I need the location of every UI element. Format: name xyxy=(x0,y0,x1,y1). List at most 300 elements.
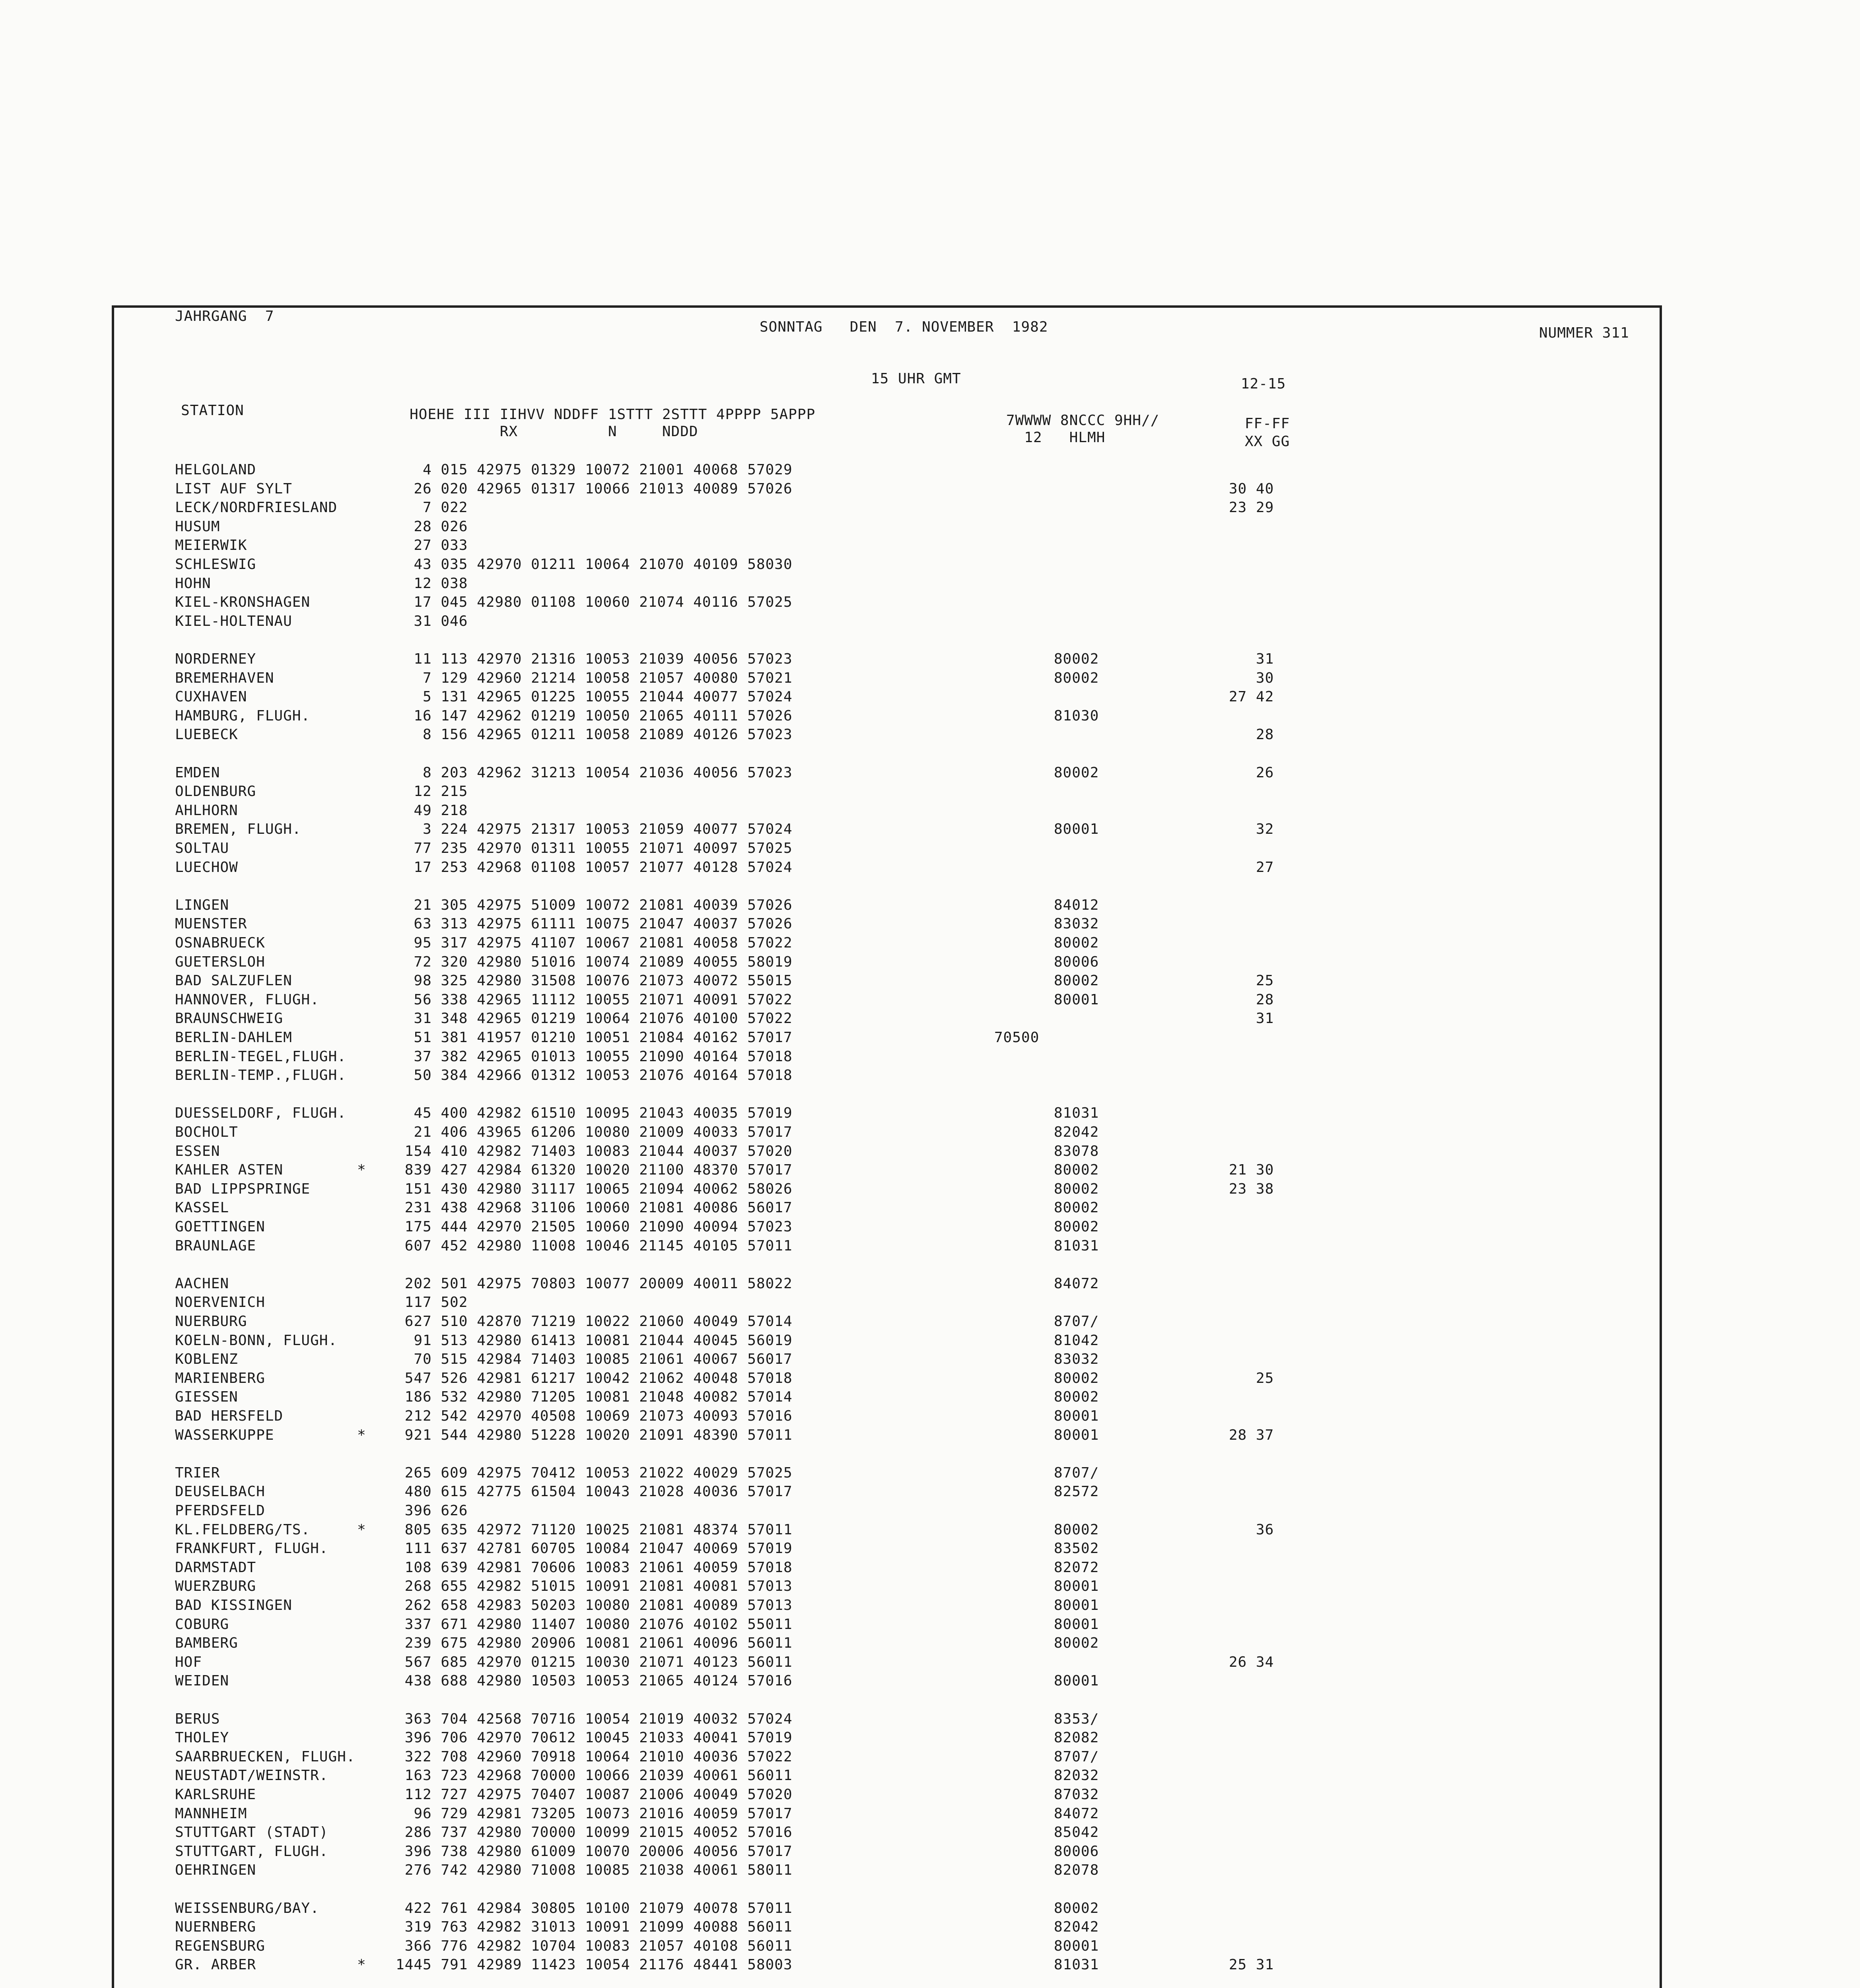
column-header-station: STATION xyxy=(181,402,244,419)
group-8: 80001 xyxy=(1054,1616,1099,1633)
observation-codes: 111 637 42781 60705 10084 21047 40069 57019 xyxy=(396,1540,793,1557)
observation-codes: 154 410 42982 71403 10083 21044 40037 57020 xyxy=(396,1143,793,1159)
group-8: 80001 xyxy=(1054,1938,1099,1954)
group-8: 80001 xyxy=(1054,991,1099,1008)
observation-codes: 21 305 42975 51009 10072 21081 40039 57026 xyxy=(396,897,793,913)
group-8: 80001 xyxy=(1054,821,1099,838)
table-row xyxy=(0,536,1860,555)
observation-codes: 56 338 42965 11112 10055 21071 40091 57022 xyxy=(396,991,793,1008)
station-name: GOETTINGEN xyxy=(175,1219,265,1235)
observation-codes: 17 045 42980 01108 10060 21074 40116 57025 xyxy=(396,594,793,611)
observation-codes: 480 615 42775 61504 10043 21028 40036 57017 xyxy=(396,1483,793,1500)
observation-codes: 151 430 42980 31117 10065 21094 40062 58026 xyxy=(396,1180,793,1197)
observation-codes: 4 015 42975 01329 10072 21001 40068 57029 xyxy=(396,462,793,478)
table-row xyxy=(0,782,1860,801)
station-name: HANNOVER, FLUGH. xyxy=(175,991,319,1008)
table-row xyxy=(0,1237,1860,1256)
table-row xyxy=(0,555,1860,574)
station-name: NUERBURG xyxy=(175,1313,247,1330)
nummer-label: NUMMER 311 xyxy=(1539,325,1629,341)
observation-codes: 117 502 xyxy=(396,1294,468,1311)
station-name: HOF xyxy=(175,1654,202,1670)
station-name: FRANKFURT, FLUGH. xyxy=(175,1540,328,1557)
table-row xyxy=(0,1539,1860,1558)
station-name: NORDERNEY xyxy=(175,651,257,667)
wind-gust: 28 37 xyxy=(1229,1427,1274,1443)
observation-codes: 268 655 42982 51015 10091 21081 40081 57013 xyxy=(396,1578,793,1595)
station-name: KOBLENZ xyxy=(175,1351,238,1368)
observation-codes: 95 317 42975 41107 10067 21081 40058 57022 xyxy=(396,935,793,951)
table-row xyxy=(0,914,1860,934)
station-name: GR. ARBER xyxy=(175,1957,257,1973)
station-name: BAMBERG xyxy=(175,1635,238,1652)
wind-gust: 25 xyxy=(1229,973,1274,989)
observation-codes: 11 113 42970 21316 10053 21039 40056 57023 xyxy=(396,651,793,667)
observation-codes: 438 688 42980 10503 10053 21065 40124 57016 xyxy=(396,1673,793,1689)
station-name: REGENSBURG xyxy=(175,1938,265,1954)
table-row xyxy=(0,1142,1860,1161)
observation-codes: 212 542 42970 40508 10069 21073 40093 57016 xyxy=(396,1408,793,1424)
table-row xyxy=(0,1464,1860,1483)
station-name: BERUS xyxy=(175,1710,220,1727)
table-row-spacer xyxy=(0,1255,1860,1274)
group-8: 80002 xyxy=(1054,1635,1099,1652)
observation-codes: 363 704 42568 70716 10054 21019 40032 57024 xyxy=(396,1710,793,1727)
observation-codes: 108 639 42981 70606 10083 21061 40059 57018 xyxy=(396,1559,793,1576)
group-8: 80001 xyxy=(1054,1597,1099,1613)
group-8: 80002 xyxy=(1054,1389,1099,1406)
observation-codes: 7 022 xyxy=(396,499,468,516)
observation-codes: 547 526 42981 61217 10042 21062 40048 57018 xyxy=(396,1370,793,1386)
table-row xyxy=(0,1161,1860,1180)
table-row xyxy=(0,1558,1860,1577)
table-row xyxy=(0,1766,1860,1785)
group-8: 81030 xyxy=(1054,707,1099,724)
station-name: DUESSELDORF, FLUGH. xyxy=(175,1105,346,1122)
table-row xyxy=(0,1331,1860,1350)
observation-codes: 112 727 42975 70407 10087 21006 40049 57020 xyxy=(396,1786,793,1803)
group-8: 83032 xyxy=(1054,1351,1099,1368)
wind-gust: 27 xyxy=(1229,859,1274,876)
group-7: 70500 xyxy=(994,1029,1040,1046)
table-row xyxy=(0,1123,1860,1142)
group-8: 80002 xyxy=(1054,935,1099,951)
table-row xyxy=(0,1728,1860,1747)
table-row xyxy=(0,1388,1860,1407)
observation-codes: 37 382 42965 01013 10055 21090 40164 57018 xyxy=(396,1048,793,1065)
table-row xyxy=(0,1407,1860,1426)
station-name: KIEL-KRONSHAGEN xyxy=(175,594,311,611)
observation-codes: 262 658 42983 50203 10080 21081 40089 57013 xyxy=(396,1597,793,1613)
wind-gust: 27 42 xyxy=(1229,689,1274,705)
station-name: KASSEL xyxy=(175,1200,229,1216)
station-name: WEIDEN xyxy=(175,1673,229,1689)
group-8: 82572 xyxy=(1054,1483,1099,1500)
observation-codes: 1445 791 42989 11423 10054 21176 48441 58003 xyxy=(396,1957,793,1973)
table-row xyxy=(0,1217,1860,1237)
table-row xyxy=(0,1861,1860,1880)
table-row-spacer xyxy=(0,631,1860,650)
observation-codes: 396 738 42980 61009 10070 20006 40056 57017 xyxy=(396,1843,793,1860)
observation-codes: 805 635 42972 71120 10025 21081 48374 57011 xyxy=(396,1521,793,1538)
observation-codes: 8 156 42965 01211 10058 21089 40126 57023 xyxy=(396,726,793,743)
table-row xyxy=(0,820,1860,839)
group-8: 80002 xyxy=(1054,1180,1099,1197)
group-8: 82082 xyxy=(1054,1730,1099,1746)
station-name: KOELN-BONN, FLUGH. xyxy=(175,1332,338,1349)
station-name: BERLIN-DAHLEM xyxy=(175,1029,292,1046)
group-8: 80002 xyxy=(1054,1900,1099,1916)
group-8: 80002 xyxy=(1054,764,1099,781)
group-8: 80002 xyxy=(1054,973,1099,989)
wind-gust: 28 xyxy=(1229,726,1274,743)
table-row xyxy=(0,839,1860,858)
observation-codes: 186 532 42980 71205 10081 21048 40082 57014 xyxy=(396,1389,793,1406)
observation-codes: 163 723 42968 70000 10066 21039 40061 56011 xyxy=(396,1767,793,1784)
table-row xyxy=(0,1009,1860,1028)
observation-codes: 265 609 42975 70412 10053 21022 40029 57025 xyxy=(396,1464,793,1481)
observation-codes: 239 675 42980 20906 10081 21061 40096 56011 xyxy=(396,1635,793,1652)
table-row xyxy=(0,1653,1860,1672)
column-header-codes-sub: RX N NDDD xyxy=(410,423,698,440)
table-row xyxy=(0,1104,1860,1123)
station-name: BREMERHAVEN xyxy=(175,670,274,686)
table-row xyxy=(0,725,1860,744)
observation-codes: 3 224 42975 21317 10053 21059 40077 57024 xyxy=(396,821,793,838)
table-row xyxy=(0,1823,1860,1842)
observation-codes: 50 384 42966 01312 10053 21076 40164 57018 xyxy=(396,1067,793,1084)
column-header-ff: FF-FF xyxy=(1245,415,1290,432)
table-row xyxy=(0,1047,1860,1066)
station-name: HOHN xyxy=(175,575,211,592)
observation-codes: 8 203 42962 31213 10054 21036 40056 57023 xyxy=(396,764,793,781)
table-row-spacer xyxy=(0,877,1860,896)
observation-codes: 231 438 42968 31106 10060 21081 40086 56017 xyxy=(396,1200,793,1216)
station-name: DARMSTADT xyxy=(175,1559,257,1576)
wind-gust: 30 xyxy=(1229,670,1274,686)
station-name: MARIENBERG xyxy=(175,1370,265,1386)
table-row xyxy=(0,1350,1860,1369)
station-name: MUENSTER xyxy=(175,916,247,932)
group-8: 8707/ xyxy=(1054,1313,1099,1330)
station-name: NOERVENICH xyxy=(175,1294,265,1311)
table-row-spacer xyxy=(0,1444,1860,1464)
station-name: HELGOLAND xyxy=(175,462,257,478)
observation-codes: 27 033 xyxy=(396,537,468,554)
station-name: EMDEN xyxy=(175,764,220,781)
station-name: SCHLESWIG xyxy=(175,556,257,573)
group-8: 82072 xyxy=(1054,1559,1099,1576)
observation-codes: 396 706 42970 70612 10045 21033 40041 57019 xyxy=(396,1730,793,1746)
observation-codes: 319 763 42982 31013 10091 21099 40088 56011 xyxy=(396,1919,793,1936)
station-name: LECK/NORDFRIESLAND xyxy=(175,499,338,516)
station-name: NUERNBERG xyxy=(175,1919,257,1936)
table-row-spacer xyxy=(0,1880,1860,1899)
group-8: 81031 xyxy=(1054,1237,1099,1254)
station-name: OLDENBURG xyxy=(175,783,257,800)
group-8: 82078 xyxy=(1054,1862,1099,1879)
station-name: BREMEN, FLUGH. xyxy=(175,821,301,838)
station-name: THOLEY xyxy=(175,1730,229,1746)
station-name: BAD SALZUFLEN xyxy=(175,973,292,989)
station-name: BAD LIPPSPRINGE xyxy=(175,1180,311,1197)
column-header-groups-sub: 12 HLMH xyxy=(1006,429,1106,446)
station-name: LIST AUF SYLT xyxy=(175,480,292,497)
wind-gust: 25 31 xyxy=(1229,1957,1274,1973)
station-name: CUXHAVEN xyxy=(175,689,247,705)
observation-codes: 28 026 xyxy=(396,518,468,535)
observation-codes: 202 501 42975 70803 10077 20009 40011 58022 xyxy=(396,1275,793,1292)
observation-codes: 175 444 42970 21505 10060 21090 40094 57023 xyxy=(396,1219,793,1235)
station-name: HAMBURG, FLUGH. xyxy=(175,707,311,724)
station-name: STUTTGART (STADT) xyxy=(175,1824,328,1841)
table-row xyxy=(0,574,1860,593)
table-row xyxy=(0,1747,1860,1767)
table-row xyxy=(0,1918,1860,1937)
station-name: STUTTGART, FLUGH. xyxy=(175,1843,328,1860)
group-8: 83502 xyxy=(1054,1540,1099,1557)
table-row xyxy=(0,1672,1860,1691)
group-8: 82032 xyxy=(1054,1767,1099,1784)
observation-codes: 31 046 xyxy=(396,613,468,629)
table-row xyxy=(0,707,1860,726)
table-row xyxy=(0,498,1860,517)
group-8: 80001 xyxy=(1054,1673,1099,1689)
bergstation-mark: * xyxy=(357,1427,366,1443)
group-8: 80002 xyxy=(1054,670,1099,686)
table-row xyxy=(0,971,1860,990)
wind-gust: 25 xyxy=(1229,1370,1274,1386)
observation-codes: 21 406 43965 61206 10080 21009 40033 57017 xyxy=(396,1124,793,1140)
table-row-spacer xyxy=(0,744,1860,763)
table-row xyxy=(0,1596,1860,1615)
observation-codes: 98 325 42980 31508 10076 21073 40072 55015 xyxy=(396,973,793,989)
observation-codes: 49 218 xyxy=(396,802,468,819)
table-row xyxy=(0,1369,1860,1388)
observation-codes: 17 253 42968 01108 10057 21077 40128 57024 xyxy=(396,859,793,876)
group-8: 80001 xyxy=(1054,1408,1099,1424)
table-row-spacer xyxy=(0,1974,1860,1988)
table-row xyxy=(0,612,1860,631)
station-name: LINGEN xyxy=(175,897,229,913)
group-8: 8707/ xyxy=(1054,1464,1099,1481)
ff-range-label: 12-15 xyxy=(1241,376,1286,392)
wind-gust: 21 30 xyxy=(1229,1162,1274,1178)
table-row xyxy=(0,1028,1860,1047)
table-row xyxy=(0,593,1860,612)
observation-codes: 921 544 42980 51228 10020 21091 48390 57011 xyxy=(396,1427,793,1443)
wind-gust: 23 38 xyxy=(1229,1180,1274,1197)
table-row-spacer xyxy=(0,1691,1860,1710)
observation-codes: 45 400 42982 61510 10095 21043 40035 57019 xyxy=(396,1105,793,1122)
wind-gust: 26 34 xyxy=(1229,1654,1274,1670)
station-name: AHLHORN xyxy=(175,802,238,819)
observation-codes: 72 320 42980 51016 10074 21089 40055 58019 xyxy=(396,953,793,970)
date-label: SONNTAG DEN 7. NOVEMBER 1982 xyxy=(760,319,1048,335)
observation-codes: 77 235 42970 01311 10055 21071 40097 57025 xyxy=(396,840,793,856)
observation-codes: 91 513 42980 61413 10081 21044 40045 56019 xyxy=(396,1332,793,1349)
observation-codes: 51 381 41957 01210 10051 21084 40162 57017 xyxy=(396,1029,793,1046)
observation-codes: 396 626 xyxy=(396,1503,468,1519)
station-name: KL.FELDBERG/TS. xyxy=(175,1521,311,1538)
station-name: BAD KISSINGEN xyxy=(175,1597,292,1613)
observation-codes: 70 515 42984 71403 10085 21061 40067 56017 xyxy=(396,1351,793,1368)
station-name: GUETERSLOH xyxy=(175,953,265,970)
table-row xyxy=(0,1937,1860,1956)
station-name: SOLTAU xyxy=(175,840,229,856)
column-header-groups: 7WWWW 8NCCC 9HH// xyxy=(1006,412,1160,429)
observation-codes: 567 685 42970 01215 10030 21071 40123 56011 xyxy=(396,1654,793,1670)
group-8: 84072 xyxy=(1054,1275,1099,1292)
group-8: 81031 xyxy=(1054,1957,1099,1973)
table-row xyxy=(0,1785,1860,1804)
time-label: 15 UHR GMT xyxy=(871,371,961,387)
group-8: 80002 xyxy=(1054,1521,1099,1538)
wind-gust: 31 xyxy=(1229,1010,1274,1027)
station-name: MEIERWIK xyxy=(175,537,247,554)
station-name: GIESSEN xyxy=(175,1389,238,1406)
wind-gust: 26 xyxy=(1229,764,1274,781)
table-row xyxy=(0,953,1860,972)
table-row xyxy=(0,517,1860,536)
group-8: 80002 xyxy=(1054,1219,1099,1235)
wind-gust: 36 xyxy=(1229,1521,1274,1538)
table-row xyxy=(0,1710,1860,1729)
station-name: WUERZBURG xyxy=(175,1578,257,1595)
station-name: AACHEN xyxy=(175,1275,229,1292)
station-name: ESSEN xyxy=(175,1143,220,1159)
station-name: BOCHOLT xyxy=(175,1124,238,1140)
group-8: 81042 xyxy=(1054,1332,1099,1349)
observation-codes: 63 313 42975 61111 10075 21047 40037 57026 xyxy=(396,916,793,932)
station-name: COBURG xyxy=(175,1616,229,1633)
table-row xyxy=(0,687,1860,707)
wind-gust: 28 xyxy=(1229,991,1274,1008)
group-8: 84072 xyxy=(1054,1805,1099,1822)
station-name: NEUSTADT/WEINSTR. xyxy=(175,1767,328,1784)
observation-codes: 276 742 42980 71008 10085 21038 40061 58011 xyxy=(396,1862,793,1879)
column-header-ff-sub: XX GG xyxy=(1245,433,1290,450)
station-name: BERLIN-TEGEL,FLUGH. xyxy=(175,1048,346,1065)
table-row xyxy=(0,650,1860,669)
station-name: MANNHEIM xyxy=(175,1805,247,1822)
observation-codes: 627 510 42870 71219 10022 21060 40049 57014 xyxy=(396,1313,793,1330)
observation-codes: 16 147 42962 01219 10050 21065 40111 57026 xyxy=(396,707,793,724)
group-8: 80001 xyxy=(1054,1578,1099,1595)
station-name: OSNABRUECK xyxy=(175,935,265,951)
observation-codes: 96 729 42981 73205 10073 21016 40059 57017 xyxy=(396,1805,793,1822)
station-name: OEHRINGEN xyxy=(175,1862,257,1879)
observation-codes: 12 215 xyxy=(396,783,468,800)
table-row xyxy=(0,801,1860,820)
station-name: BAD HERSFELD xyxy=(175,1408,284,1424)
wind-gust: 30 40 xyxy=(1229,480,1274,497)
group-8: 80002 xyxy=(1054,1370,1099,1386)
group-8: 84012 xyxy=(1054,897,1099,913)
group-8: 80002 xyxy=(1054,1162,1099,1178)
station-name: KARLSRUHE xyxy=(175,1786,257,1803)
station-name: WEISSENBURG/BAY. xyxy=(175,1900,319,1916)
group-8: 80001 xyxy=(1054,1427,1099,1443)
observation-codes: 422 761 42984 30805 10100 21079 40078 57011 xyxy=(396,1900,793,1916)
table-row xyxy=(0,858,1860,877)
bergstation-mark: * xyxy=(357,1957,366,1973)
observation-codes: 43 035 42970 01211 10064 21070 40109 58030 xyxy=(396,556,793,573)
group-8: 80002 xyxy=(1054,1200,1099,1216)
observation-codes: 337 671 42980 11407 10080 21076 40102 55011 xyxy=(396,1616,793,1633)
table-row xyxy=(0,1955,1860,1974)
table-row xyxy=(0,1274,1860,1293)
station-name: KIEL-HOLTENAU xyxy=(175,613,292,629)
wind-gust: 31 xyxy=(1229,651,1274,667)
observation-codes: 7 129 42960 21214 10058 21057 40080 57021 xyxy=(396,670,793,686)
group-8: 82042 xyxy=(1054,1919,1099,1936)
observation-codes: 607 452 42980 11008 10046 21145 40105 57011 xyxy=(396,1237,793,1254)
bergstation-mark: * xyxy=(357,1162,366,1178)
table-row xyxy=(0,1501,1860,1520)
table-row xyxy=(0,1180,1860,1199)
group-8: 87032 xyxy=(1054,1786,1099,1803)
observation-codes: 322 708 42960 70918 10064 21010 40036 57022 xyxy=(396,1748,793,1765)
table-row xyxy=(0,763,1860,782)
table-row xyxy=(0,1520,1860,1540)
station-name: DEUSELBACH xyxy=(175,1483,265,1500)
table-row xyxy=(0,1482,1860,1501)
jahrgang-label: JAHRGANG 7 xyxy=(175,308,274,324)
wind-gust: 32 xyxy=(1229,821,1274,838)
table-row xyxy=(0,669,1860,688)
bergstation-mark: * xyxy=(357,1521,366,1538)
station-name: HUSUM xyxy=(175,518,220,535)
table-row xyxy=(0,1198,1860,1217)
observation-codes: 31 348 42965 01219 10064 21076 40100 57022 xyxy=(396,1010,793,1027)
group-8: 8353/ xyxy=(1054,1710,1099,1727)
group-8: 80002 xyxy=(1054,651,1099,667)
station-name: SAARBRUECKEN, FLUGH. xyxy=(175,1748,356,1765)
group-8: 83078 xyxy=(1054,1143,1099,1159)
group-8: 82042 xyxy=(1054,1124,1099,1140)
station-name: PFERDSFELD xyxy=(175,1503,265,1519)
table-row xyxy=(0,896,1860,915)
table-row xyxy=(0,1842,1860,1861)
table-row-spacer xyxy=(0,1085,1860,1104)
group-8: 80006 xyxy=(1054,953,1099,970)
station-name: BRAUNSCHWEIG xyxy=(175,1010,284,1027)
station-name: TRIER xyxy=(175,1464,220,1481)
observation-codes: 839 427 42984 61320 10020 21100 48370 57017 xyxy=(396,1162,793,1178)
table-row xyxy=(0,1634,1860,1653)
table-row xyxy=(0,480,1860,499)
group-8: 8707/ xyxy=(1054,1748,1099,1765)
table-row xyxy=(0,460,1860,480)
column-header-codes: HOEHE III IIHVV NDDFF 1STTT 2STTT 4PPPP 5APPP xyxy=(410,406,816,423)
observation-codes: 12 038 xyxy=(396,575,468,592)
observation-codes: 26 020 42965 01317 10066 21013 40089 57026 xyxy=(396,480,793,497)
observation-codes: 5 131 42965 01225 10055 21044 40077 57024 xyxy=(396,689,793,705)
table-row xyxy=(0,934,1860,953)
group-8: 85042 xyxy=(1054,1824,1099,1841)
table-row xyxy=(0,1426,1860,1445)
group-8: 80006 xyxy=(1054,1843,1099,1860)
table-row xyxy=(0,1293,1860,1312)
station-name: LUEBECK xyxy=(175,726,238,743)
table-row xyxy=(0,1899,1860,1918)
table-row xyxy=(0,1615,1860,1634)
station-name: WASSERKUPPE xyxy=(175,1427,274,1443)
station-name: BERLIN-TEMP.,FLUGH. xyxy=(175,1067,346,1084)
table-row xyxy=(0,1804,1860,1823)
station-name: LUECHOW xyxy=(175,859,238,876)
